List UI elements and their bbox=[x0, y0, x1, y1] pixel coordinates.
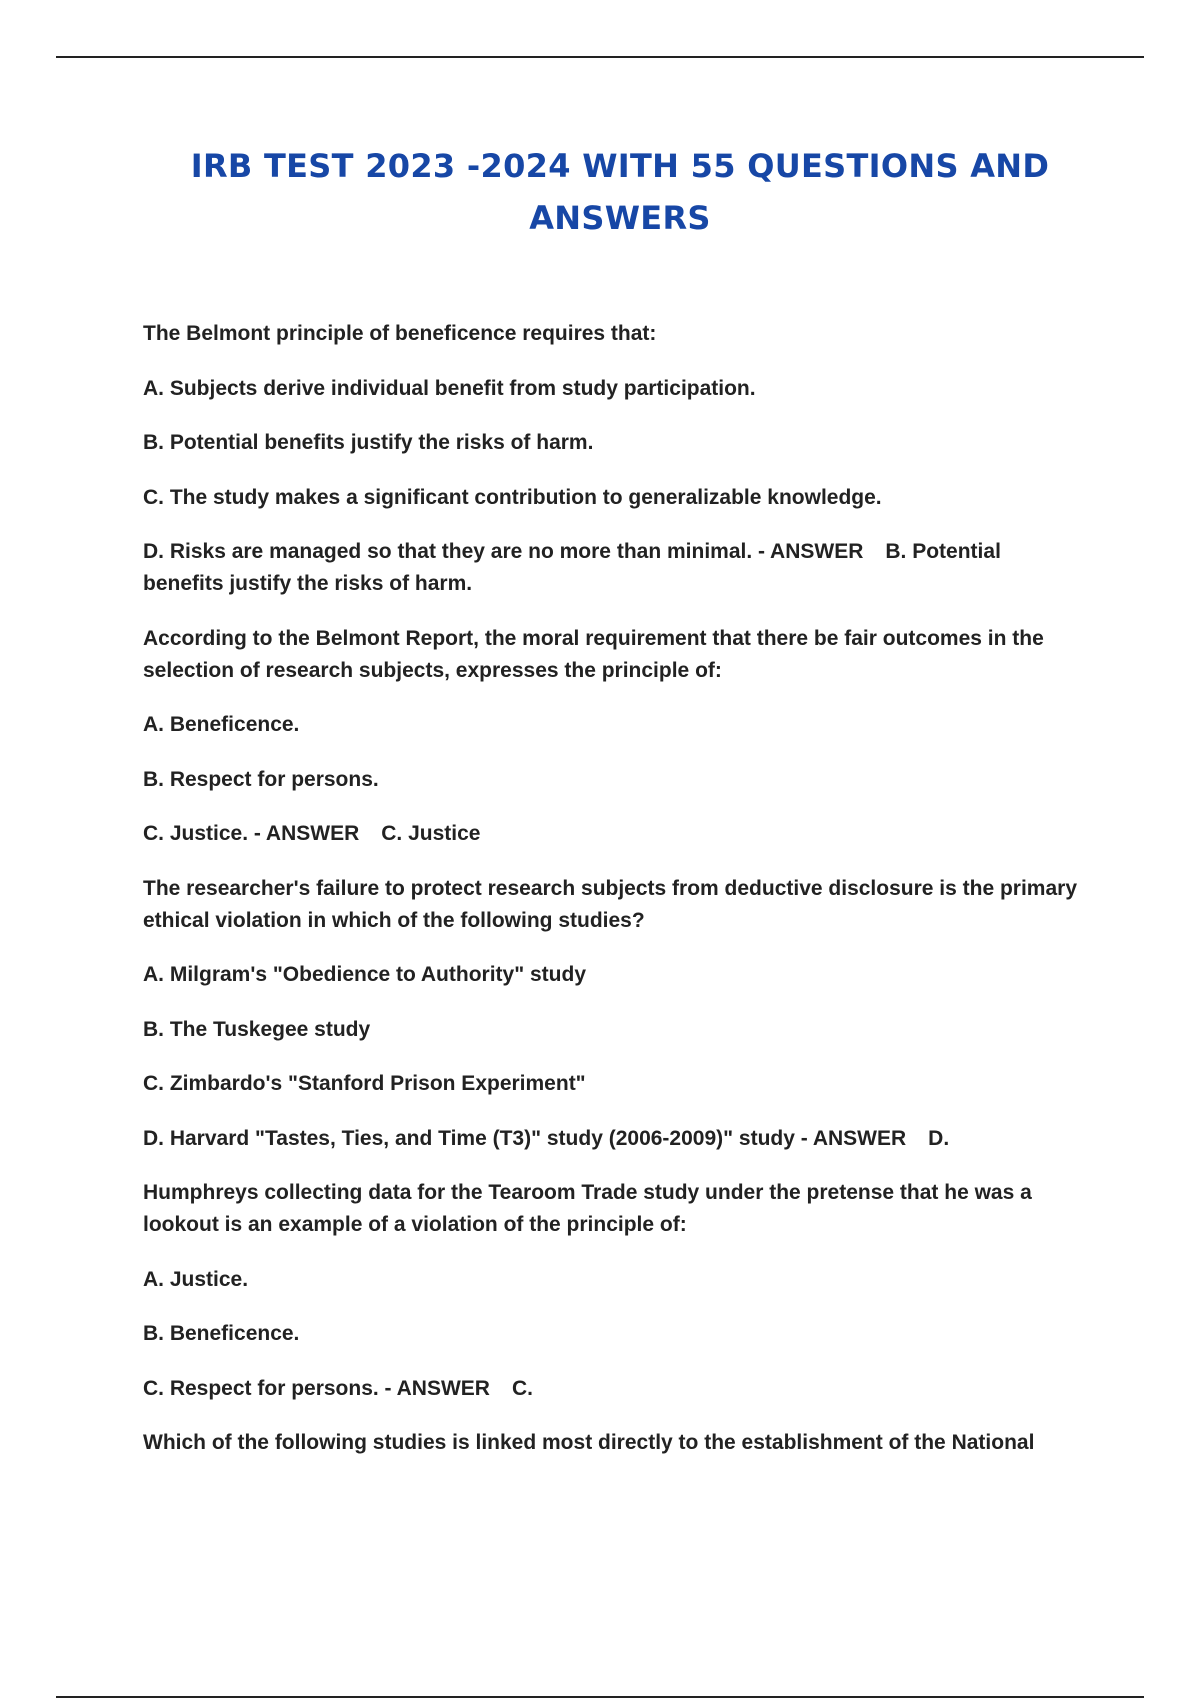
question-2-option-c-text: C. Justice. - ANSWER bbox=[143, 822, 360, 845]
question-4-option-c-text: C. Respect for persons. - ANSWER bbox=[143, 1376, 490, 1400]
question-list bbox=[143, 318, 1083, 1482]
top-rule bbox=[56, 56, 1144, 58]
question-4-answer: C. bbox=[511, 1376, 533, 1400]
question-4-option-a: A. Justice. bbox=[143, 1267, 249, 1291]
question-4-text: Humphreys collecting data for the Tearoom Trade study under the pretense that he was a lookout is an example of a violation of the principle of: bbox=[143, 1181, 1032, 1236]
question-2-text: According to the Belmont Report, the moral requirement that there be fair outcomes in the selection of research subjects, expresses the principle of: bbox=[143, 626, 1044, 682]
question-3-option-d bbox=[143, 1123, 1083, 1155]
question-4-option-c bbox=[143, 1373, 1083, 1405]
question-3-option-b: B. The Tuskegee study bbox=[143, 1017, 371, 1041]
document-title: IRB TEST 2023 -2024 WITH 55 QUESTIONS AND ANSWERS bbox=[190, 147, 1050, 237]
question-5-text: Which of the following studies is linked most directly to the establishment of the National bbox=[143, 1431, 1035, 1454]
question-2-option-c bbox=[143, 818, 1083, 850]
question-1-answer: B. Potential benefits justify the risks of harm. bbox=[143, 540, 1001, 595]
bottom-rule bbox=[56, 1696, 1144, 1698]
question-2-option-b: B. Respect for persons. bbox=[143, 767, 379, 791]
question-2-answer: C. Justice bbox=[381, 822, 481, 845]
question-3-answer: D. bbox=[928, 1126, 950, 1150]
question-1-option-c: C. The study makes a significant contribution to generalizable knowledge. bbox=[143, 485, 882, 509]
question-1-option-d bbox=[143, 536, 1083, 600]
question-2-option-a: A. Beneficence. bbox=[143, 713, 300, 736]
question-4-option-b: B. Beneficence. bbox=[143, 1322, 300, 1345]
question-3-option-a: A. Milgram's "Obedience to Authority" study bbox=[143, 963, 587, 986]
question-3-option-d-text: D. Harvard "Tastes, Ties, and Time (T3)" study (2006-2009)" study - ANSWER bbox=[143, 1126, 907, 1150]
question-1-option-b: B. Potential benefits justify the risks of harm. bbox=[143, 431, 594, 454]
question-3-option-c: C. Zimbardo's "Stanford Prison Experiment" bbox=[143, 1072, 586, 1095]
question-1-option-a: A. Subjects derive individual benefit from study participation. bbox=[143, 376, 756, 400]
question-1-text: The Belmont principle of beneficence requires that: bbox=[143, 322, 657, 345]
question-1-option-d-text: D. Risks are managed so that they are no more than minimal. - ANSWER bbox=[143, 540, 864, 563]
question-3-text: The researcher's failure to protect research subjects from deductive disclosure is the primary ethical violation in which of the following studies? bbox=[143, 876, 1078, 932]
